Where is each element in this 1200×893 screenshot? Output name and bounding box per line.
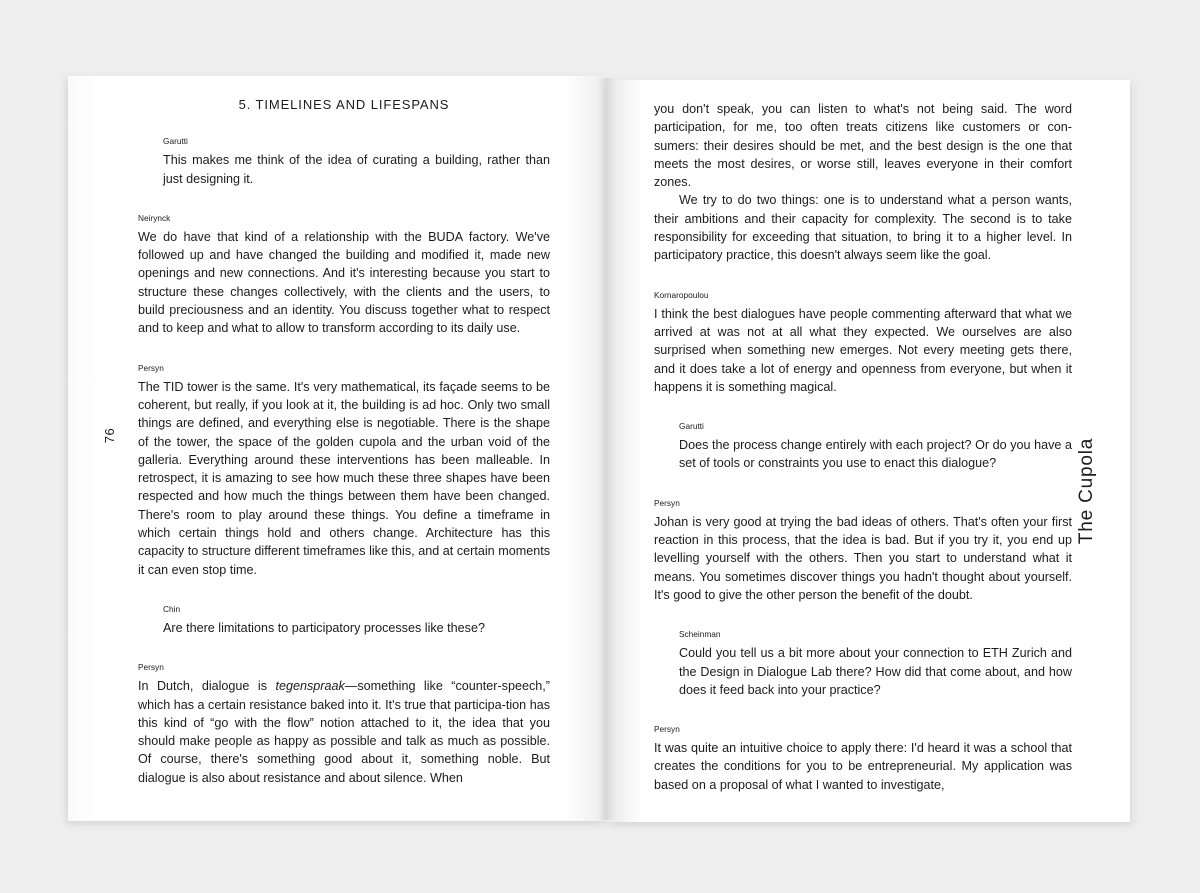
dialogue-text: The TID tower is the same. It's very mathematical, its façade seems to be coherent, but really, if you look at it, the building is ad hoc. Only two small things are defined, and everything else is negotiable. There is the shape of the tower, the space of the golden cupola and the urban void of the galleria. Everything around these interventions has been malleable. In retrospect, it is amazing to see how much these three shapes have been respected and how much the things between them have been changed. There's room to play around these things. You define a timeframe in which certain things hold and others change. Architecture has this capacity to structure different timeframes like this, and at certain moments it can even stop time. (138, 379, 550, 577)
page-number: 76 (102, 427, 118, 444)
dialogue-block (654, 290, 1072, 396)
speaker-name: Persyn (654, 497, 680, 508)
running-head: 5. TIMELINES AND LIFESPANS (238, 97, 450, 112)
right-page-content (654, 100, 1072, 819)
speaker-name: Chin (163, 603, 181, 614)
dialogue-text (138, 677, 550, 787)
italic-term: tegenspraak (275, 679, 345, 694)
dialogue-text: It was quite an intuitive choice to apply there: I'd heard it was a school that creates the conditions for you to be entrepreneurial. My application was based on a proposal of what I wanted to investigate, (654, 741, 1072, 792)
continuation-text: you don't speak, you can listen to what's not being said. The word participation, for me, too often treats citizens like customers or con-sumers: their desires should be met, and the best design is the one that meets the most desires, or worse still, leaves everyone in their comfort zones. (654, 102, 1072, 190)
speaker-name: Garutti (163, 136, 188, 147)
dialogue-block (654, 724, 1072, 794)
left-page-content (138, 96, 550, 812)
dialogue-block (654, 629, 1072, 699)
gutter-shadow (596, 78, 616, 820)
speaker-name: Persyn (138, 362, 164, 373)
continuation-block (654, 100, 1072, 265)
dialogue-block (138, 604, 550, 637)
speaker-name: Neirynck (138, 212, 171, 223)
continuation-text: We try to do two things: one is to understand what a person wants, their ambitions and their capacity for complexity. The second is to take responsibility for exceeding that situation, to bring it to a higher level. In participatory practice, this doesn't always seem like the goal. (654, 193, 1072, 263)
speaker-name: Persyn (138, 662, 164, 673)
speaker-name: Garutti (679, 421, 704, 432)
speaker-name: Persyn (654, 724, 680, 735)
speaker-name: Kornaropoulou (654, 289, 709, 300)
dialogue-block (654, 421, 1072, 473)
left-page (68, 76, 606, 821)
dialogue-block (138, 213, 550, 338)
dialogue-block (138, 662, 550, 787)
dialogue-text: Does the process change entirely with each project? Or do you have a set of tools or constraints you use to enact this dialogue? (679, 438, 1072, 471)
dialogue-text: Are there limitations to participatory processes like these? (163, 620, 485, 635)
right-page (606, 80, 1130, 822)
section-label: The Cupola (1076, 437, 1098, 545)
dialogue-text: I think the best dialogues have people commenting afterward that what we arrived at was not at all what they expected. We ourselves are also surprised when something new emerges. Not every meeting gets there, and it does take a lot of energy and openness from everyone, but when it happens it is something magical. (654, 306, 1072, 394)
dialogue-text: We do have that kind of a relationship with the BUDA factory. We've followed up and have changed the building and modified it, made new openings and new connections. And it's interesting because you start to structure these changes collectively, with the clients and the users, to build preciousness and an identity. You discuss together what to respect and to keep and what to allow to transform according to its daily use. (138, 229, 550, 336)
dialogue-text: Johan is very good at trying the bad ideas of others. That's often your first reaction in this process, that the idea is bad. But if you try it, you end up levelling yourself with the others. Then you start to understand what it means. You sometimes discover things you hadn't thought about yourself. It's good to give the other person the benefit of the doubt. (654, 514, 1072, 602)
text-segment: In Dutch, dialogue is (138, 679, 276, 694)
speaker-name: Scheinman (679, 629, 721, 640)
dialogue-block (138, 136, 550, 188)
dialogue-text: Could you tell us a bit more about your connection to ETH Zurich and the Design in Dialogue Lab there? How did that come about, and how does it feed back into your practice? (679, 646, 1072, 697)
dialogue-text: This makes me think of the idea of curating a building, rather than just designing it. (163, 153, 550, 186)
dialogue-block (138, 363, 550, 579)
dialogue-block (654, 498, 1072, 604)
text-segment: —something like “counter-speech,” which has a certain resistance baked into it. It's true that participa-tion has this kind of “go with the flow” notion attached to it, the idea that you should make people as happy as possible and talk as much as possible. Of course, there's something good about it, something noble. But dialogue is also about resistance and about silence. When (138, 679, 550, 785)
